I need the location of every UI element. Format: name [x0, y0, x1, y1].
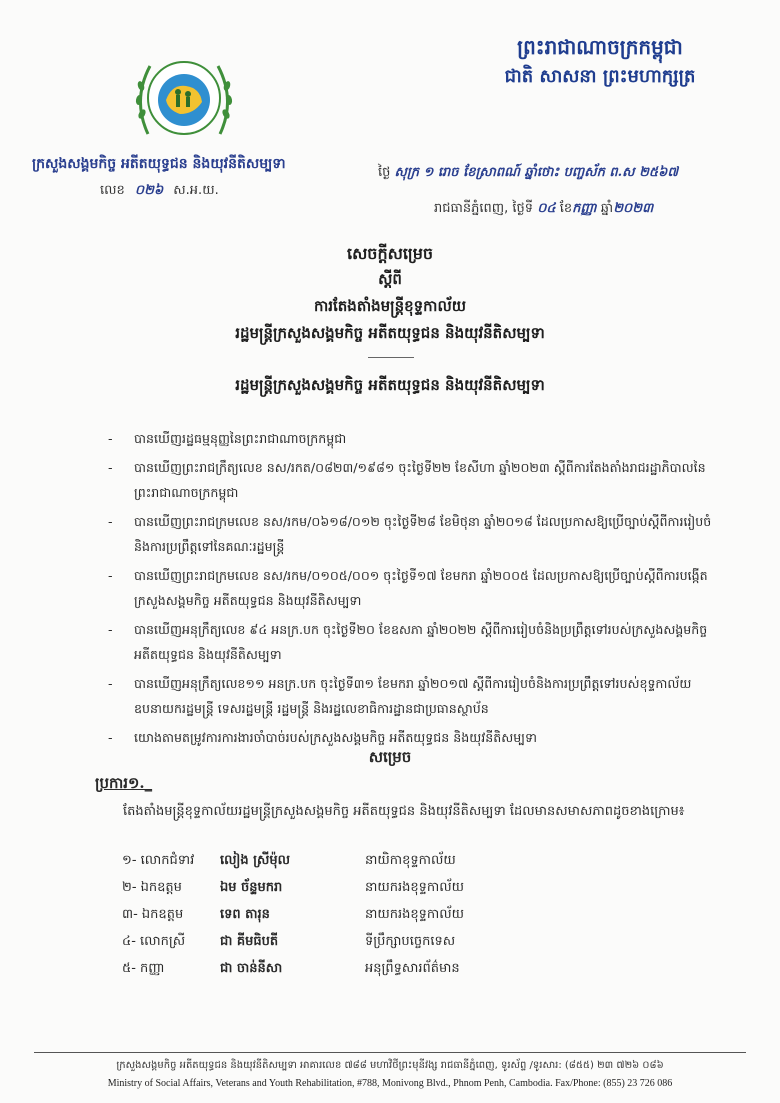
kingdom-title: ព្រះរាជាណាចក្រកម្ពុជា — [517, 35, 683, 59]
solar-prefix: រាជធានីភ្នំពេញ, ថ្ងៃទី — [434, 201, 534, 216]
member-role: នាយករងខុទ្ទកាល័យ — [365, 907, 465, 922]
solar-month-label: ខែ — [559, 201, 573, 216]
article-1-text: តែងតាំងមន្ត្រីខុទ្ទកាល័យរដ្ឋមន្ត្រីក្រសួងសង្គមកិច្ច អតីតយុទ្ធជន និងយុវនីតិសម្បទា ដែលមានសមាសភាពដូចខាងក្រោម៖ — [123, 804, 685, 819]
member-name: ជា គីមធិបតី — [220, 934, 279, 949]
legal-basis-item: - បានឃើញអនុក្រឹត្យលេខ ៩៤ អនក្រ.បក ចុះថ្ងៃទី២០ ខែឧសភា ឆ្នាំ២០២២ ស្តីពីការរៀបចំនិងប្រព្រឹត្តទៅរបស់ក្រសួងសង្គមកិច្ច អតីតយុទ្ធជន និងយុវនីតិសម្បទា — [108, 622, 708, 662]
solar-year-label: ឆ្នាំ — [600, 201, 614, 216]
member-role: នាយិកាខុទ្ទកាល័យ — [365, 853, 456, 868]
subject-title: ការតែងតាំងមន្ត្រីខុទ្ទកាល័យ — [313, 297, 467, 315]
article-1-label: ប្រការ១._ — [95, 774, 153, 792]
legal-basis-item: - បានឃើញព្រះរាជក្រឹត្យលេខ នស/រកត/០៨២៣/១៩៨១ ចុះថ្ងៃទី២២ ខែសីហា ឆ្នាំ២០២៣ ស្តីពីការតែងតាំងរាជរដ្ឋាភិបាលនៃព្រះរាជាណាចក្រកម្ពុជា — [108, 460, 706, 500]
document-type: សេចក្តីសម្រេច — [346, 244, 433, 263]
legal-basis-list — [108, 426, 728, 754]
solar-day: ០៤ — [537, 201, 556, 216]
member-title: ១- លោកជំទាវ — [122, 853, 195, 868]
lunar-handwritten: សុក្រ ១ រោច ខែស្រាពណ៍ ឆ្នាំថោះ បញ្ចស័ក ព.ស ២៥៦៧ — [394, 165, 678, 180]
solar-date — [434, 200, 653, 219]
lunar-prefix: ថ្ងៃ — [378, 165, 391, 180]
solar-month: កញ្ញា — [572, 201, 597, 216]
ref-suffix: ស.អ.យ. — [173, 183, 219, 198]
footer-khmer-address: ក្រសួងសង្គមកិច្ច អតីតយុទ្ធជន និងយុវនីតិសម្បទា អាគារលេខ ៧៨៨ មហាវិថីព្រះមុនីវង្ស រាជធានីភ្នំពេញ, ទូរស័ព្ទ /ទូរសារ: (៨៥៥) ២៣ ៧២៦ ០៨៦ — [116, 1060, 664, 1071]
legal-basis-item: - បានឃើញអនុក្រឹត្យលេខ១១ អនក្រ.បក ចុះថ្ងៃទី៣១ ខែមករា ឆ្នាំ២០១៧ ស្តីពីការរៀបចំនិងការប្រព្រឹត្តទៅរបស់ខុទ្ទកាល័យឧបនាយករដ្ឋមន្ត្រី ទេសរដ្ឋមន្ត្រី រដ្ឋមន្ត្រី និងរដ្ឋលេខាធិការដ្ឋានជាប្រធានស្ថាប័ន — [108, 676, 692, 716]
decision-heading: សម្រេច — [368, 748, 412, 766]
subject-connector: ស្តីពី — [378, 270, 402, 288]
solar-year: ២០២៣ — [613, 201, 654, 216]
ref-label: លេខ — [100, 183, 125, 198]
legal-basis-item: - បានឃើញរដ្ឋធម្មនុញ្ញនៃព្រះរាជាណាចក្រកម្ពុជា — [108, 431, 347, 446]
title-divider — [368, 357, 414, 358]
legal-basis-item: - យោងតាមតម្រូវការការងារចាំបាច់របស់ក្រសួងសង្គមកិច្ច អតីតយុទ្ធជន និងយុវនីតិសម្បទា — [108, 730, 537, 745]
member-title: ២- ឯកឧត្តម — [122, 880, 182, 895]
subject-office: រដ្ឋមន្ត្រីក្រសួងសង្គមកិច្ច អតីតយុទ្ធជន និងយុវនីតិសម្បទា — [235, 324, 545, 342]
member-name: ឯម ច័ន្ទមករា — [220, 880, 283, 895]
ref-number: ០២៦ — [134, 183, 164, 198]
member-name: លៀង ស្រីម៉ុល — [220, 853, 291, 868]
legal-basis-item: - បានឃើញព្រះរាជក្រមលេខ នស/រកម/០៦១៨/០១២ ចុះថ្ងៃទី២៨ ខែមិថុនា ឆ្នាំ២០១៨ ដែលប្រកាសឱ្យប្រើច្បាប់ស្តីពីការរៀបចំ និងការប្រព្រឹត្តទៅនៃគណៈរដ្ឋមន្ត្រី — [108, 514, 712, 554]
legal-basis-item: - បានឃើញព្រះរាជក្រមលេខ នស/រកម/០១០៥/០០១ ចុះថ្ងៃទី១៧ ខែមករា ឆ្នាំ២០០៥ ដែលប្រកាសឱ្យប្រើច្បាប់ស្តីពីការបង្កើតក្រសួងសង្គមកិច្ច អតីតយុទ្ធជន និងយុវនីតិសម្បទា — [108, 568, 708, 608]
lunar-date — [378, 164, 678, 183]
footer-english-address: Ministry of Social Affairs, Veterans and Youth Rehabilitation, #788, Monivong Blvd., Phnom Penh, Cambodia. Fax/Phone: (855) 23 726 086 — [107, 1078, 673, 1089]
member-title: ៥- កញ្ញា — [122, 961, 165, 976]
issuing-authority: រដ្ឋមន្ត្រីក្រសួងសង្គមកិច្ច អតីតយុទ្ធជន និងយុវនីតិសម្បទា — [235, 376, 545, 394]
footer-divider — [34, 1052, 746, 1053]
reference-number — [100, 182, 219, 201]
ministry-name: ក្រសួងសង្គមកិច្ច អតីតយុទ្ធជន និងយុវនីតិសម្បទា — [32, 156, 286, 172]
member-name: ជា ចាន់នីសា — [220, 961, 283, 976]
member-title: ៤- លោកស្រី — [122, 934, 186, 949]
member-role: អនុព្រឹទ្ធសារព័ត៌មាន — [365, 961, 460, 976]
national-motto: ជាតិ សាសនា ព្រះមហាក្សត្រ — [504, 66, 696, 87]
member-name: ទេព តារុន — [220, 907, 270, 922]
member-title: ៣- ឯកឧត្តម — [122, 907, 184, 922]
member-role: នាយករងខុទ្ទកាល័យ — [365, 880, 465, 895]
member-role: ទីប្រឹក្សាបច្ចេកទេស — [365, 934, 456, 949]
ministry-logo — [128, 44, 240, 152]
